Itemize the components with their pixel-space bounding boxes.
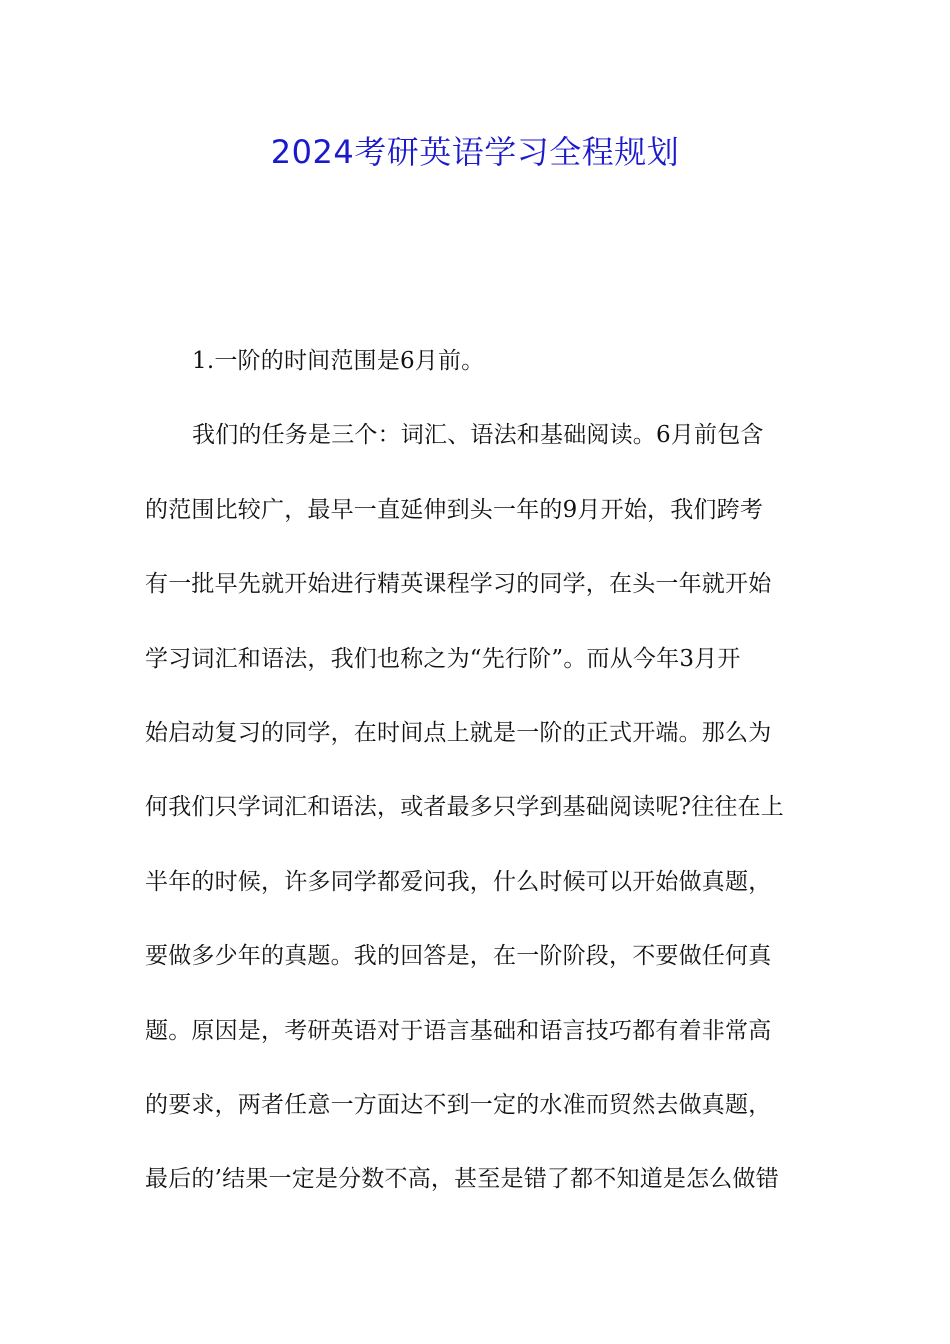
- paragraph-line: 有一批早先就开始进行精英课程学习的同学，在头一年就开始: [145, 571, 772, 598]
- paragraph-line: 要做多少年的真题。我的回答是，在一阶阶段，不要做任何真: [145, 943, 772, 970]
- paragraph-line: 1.一阶的时间范围是6月前。: [192, 348, 485, 374]
- paragraph-line: 的范围比较广，最早一直延伸到头一年的9月开始，我们跨考: [145, 496, 764, 523]
- paragraph-line: 何我们只学词汇和语法，或者最多只学到基础阅读呢?往往在上: [145, 794, 784, 821]
- document-body: [145, 339, 810, 1232]
- paragraph-line: 始启动复习的同学，在时间点上就是一阶的正式开端。那么为: [145, 719, 772, 746]
- paragraph-line: 题。原因是，考研英语对于语言基础和语言技巧都有着非常高: [145, 1017, 772, 1044]
- paragraph-line: 半年的时候，许多同学都爱问我，什么时候可以开始做真题，: [145, 868, 772, 895]
- paragraph-line: 学习词汇和语法，我们也称之为“先行阶”。而从今年3月开: [145, 645, 741, 672]
- document-title: 2024考研英语学习全程规划: [270, 133, 680, 171]
- paragraph-line: 的要求，两者任意一方面达不到一定的水准而贸然去做真题，: [145, 1091, 772, 1118]
- paragraph-line: 最后的’结果一定是分数不高，甚至是错了都不知道是怎么做错: [145, 1166, 779, 1193]
- paragraph-line: 我们的任务是三个：词汇、语法和基础阅读。6月前包含: [192, 422, 764, 449]
